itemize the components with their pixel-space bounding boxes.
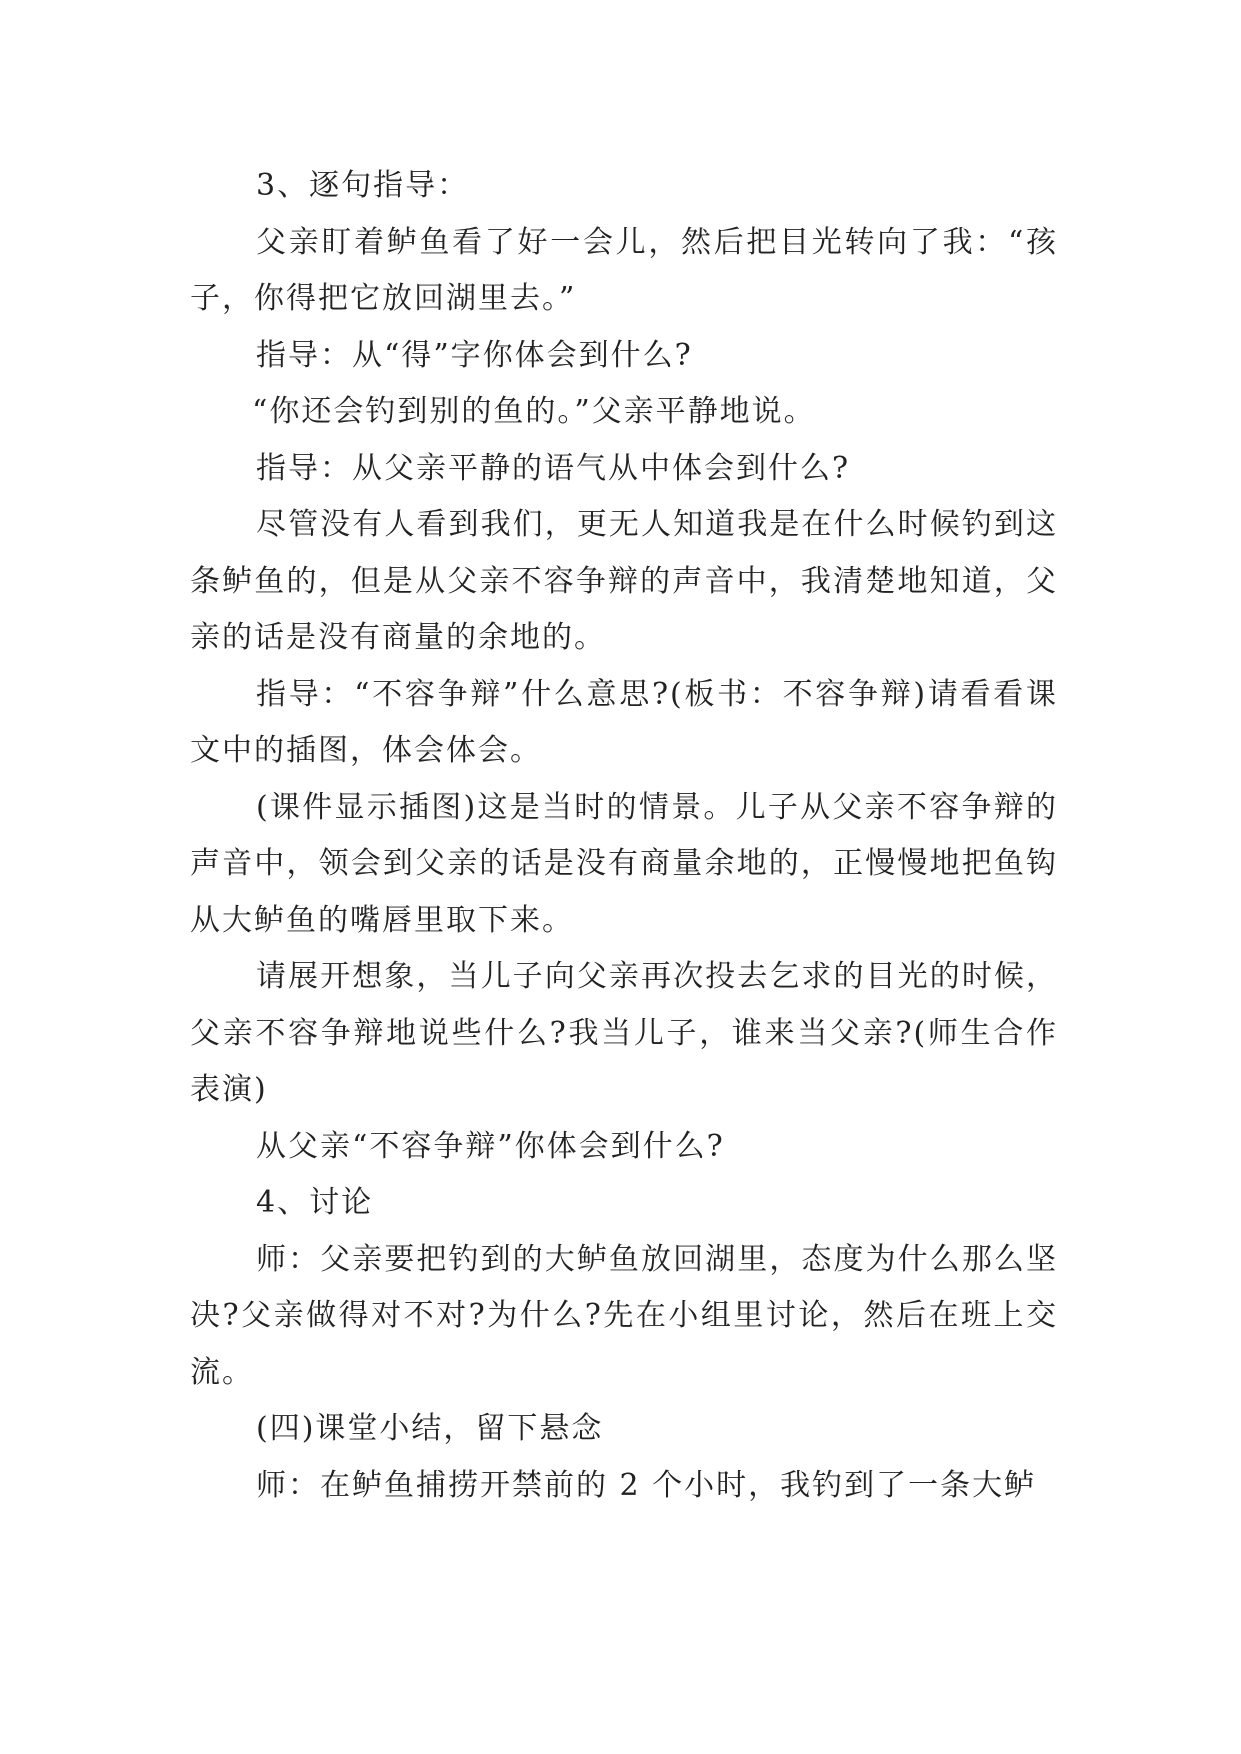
paragraph: “你还会钓到别的鱼的。”父亲平静地说。 [252,394,816,429]
paragraph: 从父亲“不容争辩”你体会到什么? [256,1128,725,1164]
paragraph: 尽管没有人看到我们，更无人知道我是在什么时候钓到这条鲈鱼的，但是从父亲不容争辩的声音中，我清楚地知道，父亲的话是没有商量的余地的。 [190,507,1058,655]
paragraph: 指导：从“得”字你体会到什么? [256,337,693,373]
paragraph: 父亲盯着鲈鱼看了好一会儿，然后把目光转向了我：“孩子，你得把它放回湖里去。” [190,224,1058,316]
heading-class-summary: (四)课堂小结，留下悬念 [256,1411,604,1446]
heading-discussion: 4、讨论 [256,1185,374,1220]
paragraph: 师：在鲈鱼捕捞开禁前的 2 个小时，我钓到了一条大鲈 [256,1467,1037,1503]
paragraph: 请展开想象，当儿子向父亲再次投去乞求的目光的时候，父亲不容争辩地说些什么?我当儿子，谁来当父亲?(师生合作表演) [190,959,1058,1107]
paragraph: 指导：从父亲平静的语气从中体会到什么? [256,450,851,486]
paragraph: (课件显示插图)这是当时的情景。儿子从父亲不容争辩的声音中，领会到父亲的话是没有商量余地的，正慢慢地把鱼钩从大鲈鱼的嘴唇里取下来。 [190,789,1058,938]
heading-sentence-guidance: 3、逐句指导： [256,168,470,203]
paragraph: 指导：“不容争辩”什么意思?(板书：不容争辩)请看看课文中的插图，体会体会。 [190,676,1058,768]
paragraph: 师：父亲要把钓到的大鲈鱼放回湖里，态度为什么那么坚决?父亲做得对不对?为什么?先在小组里讨论，然后在班上交流。 [190,1241,1058,1390]
document-body [190,158,1058,1514]
